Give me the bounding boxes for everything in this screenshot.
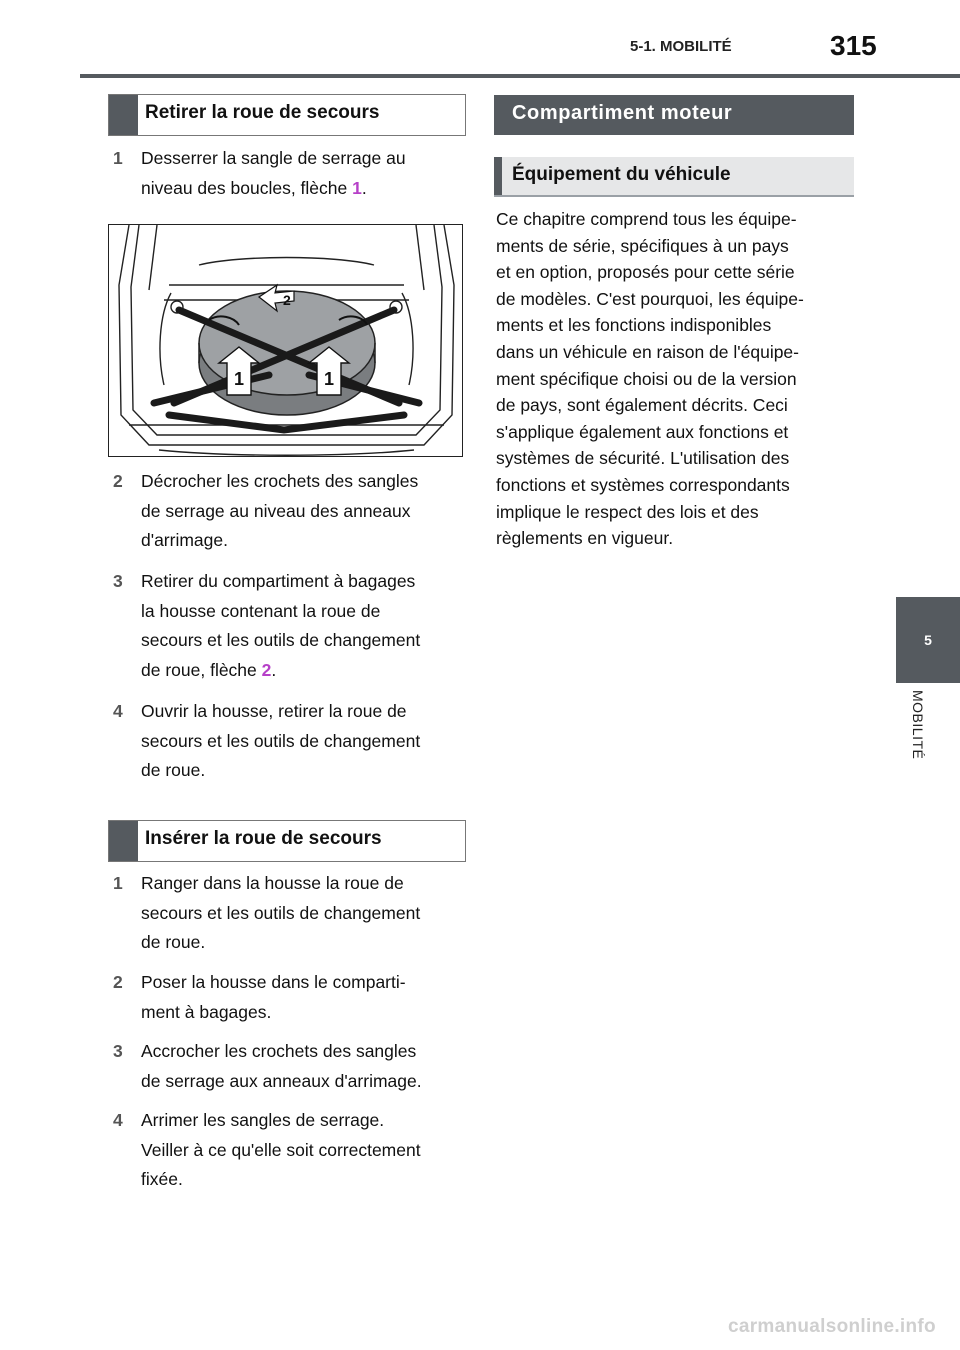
sub-heading bbox=[494, 157, 854, 197]
chapter-heading bbox=[494, 95, 854, 135]
paragraph-line: dans un véhicule en raison de l'équipe- bbox=[496, 341, 799, 362]
arrow-ref-2: 2 bbox=[261, 659, 272, 680]
heading-bar bbox=[109, 95, 138, 135]
remove-step-1 bbox=[113, 144, 473, 203]
step-line: Veiller à ce qu'elle soit correctement bbox=[141, 1139, 421, 1160]
step-line: Ouvrir la housse, retirer la roue de bbox=[141, 701, 407, 721]
paragraph-line: ments de série, spécifiques à un pays bbox=[496, 235, 789, 256]
paragraph-line: et en option, proposés pour cette série bbox=[496, 262, 795, 283]
watermark: carmanualsonline.info bbox=[728, 1316, 936, 1337]
chapter-heading-text: Compartiment moteur bbox=[512, 102, 733, 124]
chapter-tab-number: 5 bbox=[924, 632, 932, 648]
paragraph-line: ment spécifique choisi ou de la version bbox=[496, 368, 797, 389]
header-rule bbox=[80, 74, 960, 78]
step-line: la housse contenant la roue de bbox=[141, 600, 381, 621]
paragraph-line: implique le respect des lois et des bbox=[496, 501, 759, 522]
remove-step-4 bbox=[113, 697, 473, 786]
step-line: Ranger dans la housse la roue de bbox=[141, 873, 404, 893]
remove-spare-heading-text: Retirer la roue de secours bbox=[145, 102, 380, 123]
spare-wheel-illustration bbox=[109, 225, 463, 457]
insert-step-4 bbox=[113, 1106, 473, 1195]
paragraph-line: Ce chapitre comprend tous les équipe- bbox=[496, 209, 797, 229]
remove-step-2 bbox=[113, 467, 473, 556]
remove-spare-heading bbox=[108, 94, 466, 136]
step-line: Décrocher les crochets des sangles bbox=[141, 471, 419, 491]
step-line: secours et les outils de changement bbox=[141, 630, 421, 650]
step-line: de roue. bbox=[141, 932, 206, 952]
step-number: 4 bbox=[113, 1110, 123, 1130]
step-line: ment à bagages. bbox=[141, 1001, 272, 1022]
paragraph-line: s'applique également aux fonctions et bbox=[496, 421, 789, 442]
step-line: Accrocher les crochets des sangles bbox=[141, 1041, 417, 1061]
remove-step-3 bbox=[113, 567, 473, 685]
intro-paragraph bbox=[496, 206, 854, 552]
step-line: d'arrimage. bbox=[141, 530, 228, 550]
chapter-side-label: MOBILITÉ bbox=[910, 690, 926, 760]
insert-step-1 bbox=[113, 869, 473, 958]
step-line: de serrage aux anneaux d'arrimage. bbox=[141, 1070, 422, 1091]
step-number: 1 bbox=[113, 148, 123, 168]
step-line: secours et les outils de changement bbox=[141, 902, 421, 923]
arrow-right-label: 1 bbox=[324, 369, 335, 389]
running-header-section: 5-1. MOBILITÉ bbox=[630, 38, 732, 55]
paragraph-line: ments et les fonctions indisponibles bbox=[496, 315, 772, 336]
arrow-ref-1: 1 bbox=[352, 177, 362, 198]
insert-step-2 bbox=[113, 968, 473, 1027]
paragraph-line: de pays, sont également décrits. Ceci bbox=[496, 395, 788, 416]
spare-wheel-figure bbox=[108, 224, 463, 457]
chapter-tab bbox=[896, 597, 960, 683]
step-line: fixée. bbox=[141, 1169, 183, 1189]
arrow-left-label: 1 bbox=[234, 369, 245, 389]
step-line: secours et les outils de changement bbox=[141, 730, 421, 751]
page-number: 315 bbox=[830, 30, 877, 61]
paragraph-line: règlements en vigueur. bbox=[496, 528, 674, 549]
paragraph-line: fonctions et systèmes correspondants bbox=[496, 474, 790, 495]
sub-heading-text: Équipement du véhicule bbox=[512, 164, 731, 185]
step-number: 3 bbox=[113, 1041, 123, 1061]
step-number: 2 bbox=[113, 972, 123, 992]
step-line: Arrimer les sangles de serrage. bbox=[141, 1110, 385, 1130]
step-line: de serrage au niveau des anneaux bbox=[141, 500, 411, 521]
cover-arrow-label: 2 bbox=[283, 292, 291, 308]
paragraph-line: de modèles. C'est pourquoi, les équipe- bbox=[496, 288, 804, 309]
step-line: niveau des boucles, flèche 1. bbox=[141, 177, 367, 198]
step-line: de roue. bbox=[141, 760, 206, 780]
paragraph-line: systèmes de sécurité. L'utilisation des bbox=[496, 448, 790, 469]
heading-bar bbox=[109, 821, 138, 861]
sub-heading-bar bbox=[494, 157, 502, 195]
insert-spare-heading-text: Insérer la roue de secours bbox=[145, 828, 382, 849]
insert-step-3 bbox=[113, 1037, 473, 1096]
step-number: 2 bbox=[113, 471, 123, 491]
step-line: de roue, flèche 2. bbox=[141, 659, 277, 680]
step-number: 4 bbox=[113, 701, 123, 721]
step-number: 3 bbox=[113, 571, 123, 591]
insert-spare-heading bbox=[108, 820, 466, 862]
step-line: Poser la housse dans le comparti- bbox=[141, 972, 406, 992]
step-line: Desserrer la sangle de serrage au bbox=[141, 148, 406, 168]
step-line: Retirer du compartiment à bagages bbox=[141, 571, 416, 591]
step-number: 1 bbox=[113, 873, 123, 893]
